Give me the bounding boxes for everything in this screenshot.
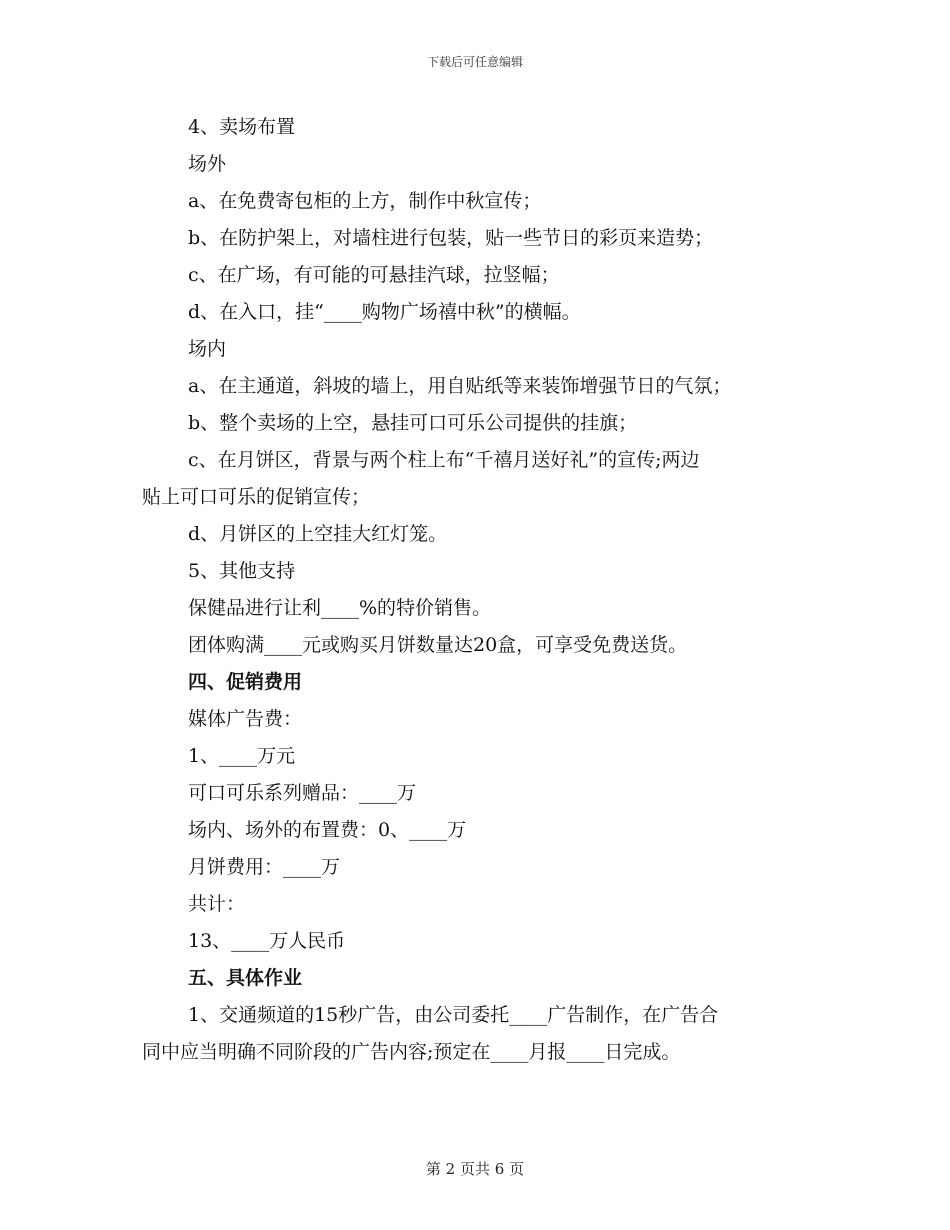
paragraph-outside-a: a、在免费寄包柜的上方，制作中秋宣传； (188, 190, 542, 212)
paragraph-outside-c: c、在广场，有可能的可悬挂汽球，拉竖幅； (188, 264, 560, 286)
paragraph-media-ad-fee: 媒体广告费： (188, 708, 303, 730)
paragraph-inside-c-line2: 贴上可口可乐的促销宣传； (142, 486, 371, 508)
paragraph-outside-d: d、在入口，挂“____购物广场禧中秋”的横幅。 (188, 301, 581, 323)
subheading-outside: 场外 (188, 153, 227, 175)
page-header: 下载后可任意编辑 (426, 55, 523, 69)
paragraph-cost-gifts: 可口可乐系列赠品：____万 (188, 782, 417, 804)
paragraph-cost-layout: 场内、场外的布置费：0、____万 (188, 819, 467, 841)
paragraph-cost-mooncake: 月饼费用：____万 (188, 856, 341, 878)
section-heading-promotion-costs: 四、促销费用 (188, 671, 303, 693)
paragraph-cost-item-1: 1、____万元 (188, 745, 296, 767)
paragraph-group-purchase: 团体购满____元或购买月饼数量达20盒，可享受免费送货。 (188, 634, 688, 656)
section-heading-other-support: 5、其他支持 (188, 560, 296, 582)
paragraph-work-1-line1: 1、交通频道的15秒广告，由公司委托____广告制作，在广告合 (188, 1004, 719, 1026)
document-body (142, 109, 807, 1071)
paragraph-work-1-line2: 同中应当明确不同阶段的广告内容;预定在____月报____日完成。 (142, 1041, 681, 1063)
paragraph-inside-d: d、月饼区的上空挂大红灯笼。 (188, 523, 448, 545)
subheading-inside: 场内 (188, 338, 227, 360)
paragraph-inside-b: b、整个卖场的上空，悬挂可口可乐公司提供的挂旗； (188, 412, 638, 434)
paragraph-total-label: 共计： (188, 893, 246, 915)
paragraph-outside-b: b、在防护架上，对墙柱进行包装，贴一些节日的彩页来造势； (188, 227, 714, 249)
paragraph-inside-a: a、在主通道，斜坡的墙上，用自贴纸等来装饰增强节日的气氛； (188, 375, 732, 397)
paragraph-inside-c-line1: c、在月饼区，背景与两个柱上布“千禧月送好礼”的宣传;两边 (188, 449, 700, 471)
section-heading-store-layout: 4、卖场布置 (188, 116, 296, 138)
section-heading-specific-work: 五、具体作业 (188, 967, 303, 989)
paragraph-health-discount: 保健品进行让利____%的特价销售。 (188, 597, 492, 619)
paragraph-total-amount: 13、____万人民币 (188, 930, 346, 952)
page-footer-page-number: 第 2 页共 6 页 (425, 1160, 525, 1178)
